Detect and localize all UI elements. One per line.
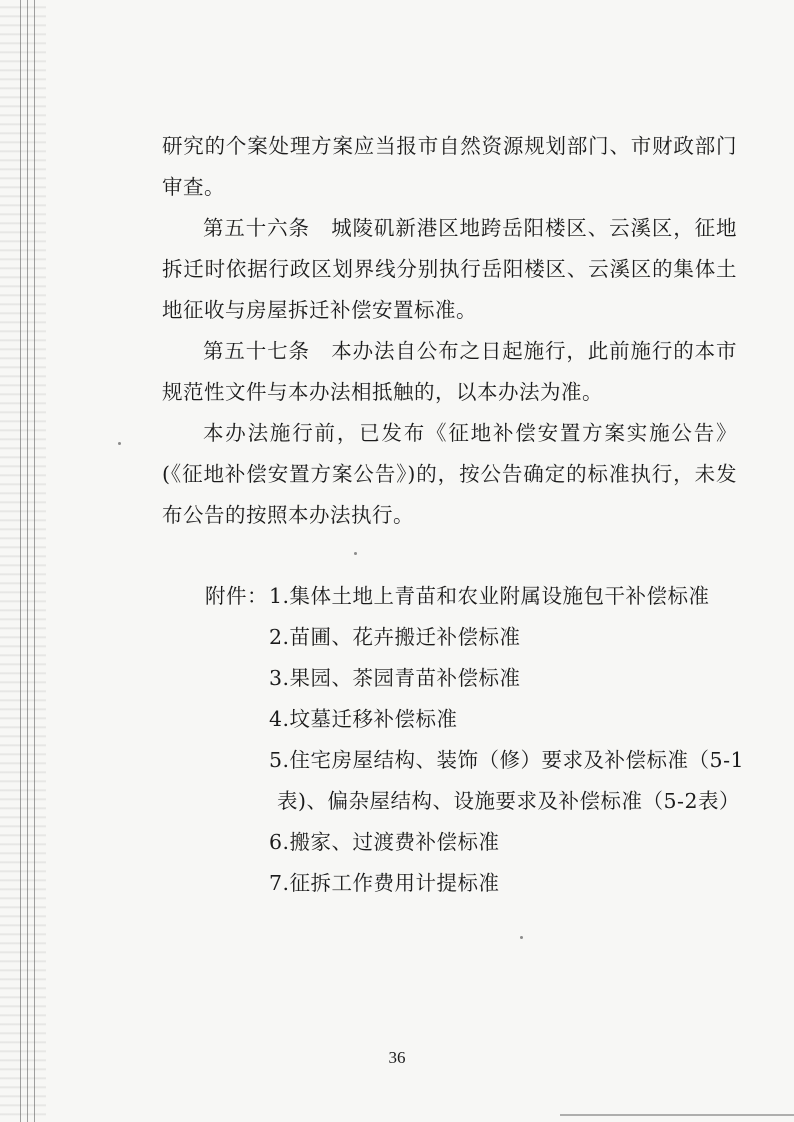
attachment-item-5-continued: 表)、偏杂屋结构、设施要求及补偿标准（5-2表）	[277, 789, 741, 813]
paragraph-article-56: 第五十六条 城陵矶新港区地跨岳阳楼区、云溪区，征地拆迁时依据行政区划界线分别执行岳阳楼区、云溪区的集体土地征收与房屋拆迁补偿安置标准。	[162, 216, 737, 322]
body-text	[162, 126, 737, 536]
scan-edge-bottom	[560, 1114, 794, 1116]
attachment-item-3: 3.果园、茶园青苗补偿标准	[269, 666, 521, 690]
scan-edge-line	[27, 0, 28, 1122]
scan-edge-artifact	[0, 0, 46, 1122]
attachment-item-6: 6.搬家、过渡费补偿标准	[269, 830, 500, 854]
attachment-row	[205, 699, 745, 740]
attachment-item-4: 4.坟墓迁移补偿标准	[269, 707, 458, 731]
attachment-row	[205, 576, 745, 617]
paragraph-continuation: 研究的个案处理方案应当报市自然资源规划部门、市财政部门审查。	[162, 134, 737, 199]
attachment-item-5: 5.住宅房屋结构、装饰（修）要求及补偿标准（5-1	[269, 748, 745, 772]
attachments-label: 附件：	[205, 584, 268, 608]
scan-speck	[354, 552, 357, 555]
scan-edge-line	[34, 0, 35, 1122]
scan-speck	[118, 442, 121, 445]
scan-edge-line	[20, 0, 21, 1122]
attachments-list	[205, 576, 745, 904]
paragraph-transition: 本办法施行前，已发布《征地补偿安置方案实施公告》(《征地补偿安置方案公告》)的，按公告确定的标准执行，未发布公告的按照本办法执行。	[162, 421, 737, 527]
attachment-item-2: 2.苗圃、花卉搬迁补偿标准	[269, 625, 521, 649]
attachment-item-7: 7.征拆工作费用计提标准	[269, 871, 500, 895]
attachment-row	[205, 781, 745, 822]
attachment-row	[205, 658, 745, 699]
scan-speck	[520, 936, 523, 939]
attachment-row	[205, 740, 745, 781]
attachment-row	[205, 617, 745, 658]
attachment-row	[205, 863, 745, 904]
attachment-row	[205, 822, 745, 863]
page-number: 36	[388, 1048, 406, 1067]
attachment-item-1: 1.集体土地上青苗和农业附属设施包干补偿标准	[269, 584, 710, 608]
paragraph-article-57: 第五十七条 本办法自公布之日起施行，此前施行的本市规范性文件与本办法相抵触的，以本办法为准。	[162, 339, 737, 404]
